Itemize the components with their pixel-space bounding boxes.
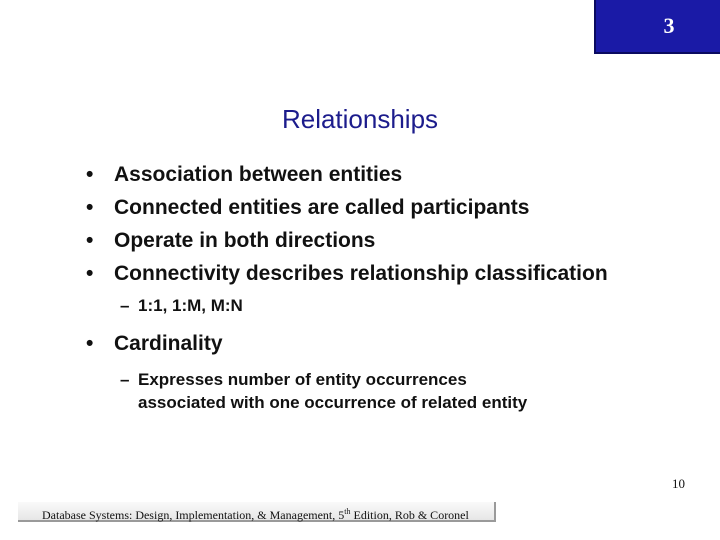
bullet-item: • Cardinality xyxy=(86,327,706,360)
bullet-list xyxy=(86,158,706,414)
footer-text-end: Edition, Rob & Coronel xyxy=(350,508,469,522)
sub-bullet-item xyxy=(86,368,706,414)
sub-bullet-text: 1:1, 1:M, M:N xyxy=(138,296,243,315)
sub-bullet-text: associated with one occurrence of related entity xyxy=(138,393,528,412)
chapter-badge xyxy=(594,0,720,54)
footer-text: Database Systems: Design, Implementation, & Management, 5 xyxy=(42,508,345,522)
footer-citation xyxy=(18,502,496,522)
sub-bullet-text: Expresses number of entity occurrences xyxy=(138,370,467,389)
slide-title-text: Relationships xyxy=(281,104,439,134)
dash-marker: – xyxy=(120,370,130,389)
bullet-item: • Operate in both directions xyxy=(86,224,706,257)
page-number: 10 xyxy=(672,476,685,491)
bullet-item: • Connected entities are called participants xyxy=(86,191,706,224)
chapter-number: 3 xyxy=(663,13,675,38)
slide-title xyxy=(0,104,720,135)
bullet-item: • Connectivity describes relationship classification xyxy=(86,257,706,290)
sub-bullet-item xyxy=(86,294,706,317)
footer-superscript: th xyxy=(344,507,351,516)
dash-marker: – xyxy=(120,296,130,315)
bullet-item: • Association between entities xyxy=(86,158,706,191)
